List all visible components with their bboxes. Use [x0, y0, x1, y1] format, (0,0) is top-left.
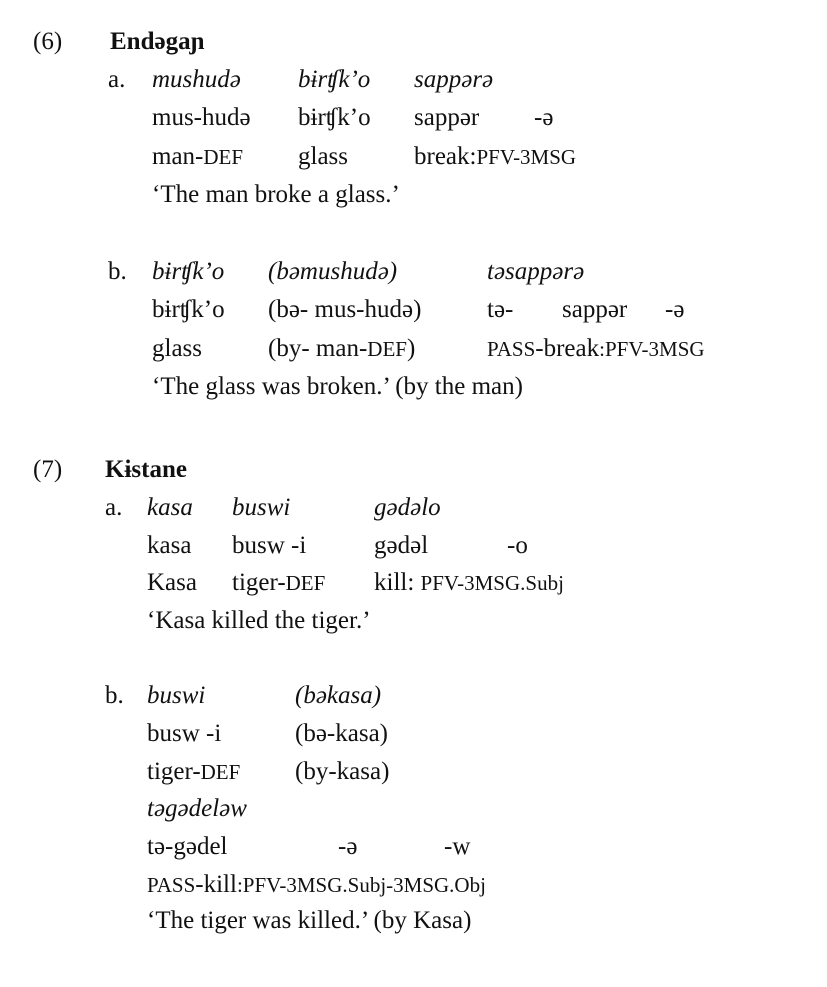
language-name: Endəgaɲ	[110, 28, 205, 55]
morpheme: sappər	[414, 104, 480, 131]
free-translation: ‘The glass was broken.’ (by the man)	[152, 373, 523, 400]
gloss: man-DEF	[152, 143, 244, 170]
item-letter: a.	[105, 494, 123, 521]
morpheme: (bə- mus-hudə)	[268, 296, 422, 323]
morpheme: -o	[507, 532, 528, 559]
item-letter: b.	[105, 682, 124, 709]
orthographic-word: kasa	[147, 494, 193, 521]
free-translation: ‘The man broke a glass.’	[152, 181, 400, 208]
gloss: PASS-kill:PFV-3MSG.Subj-3MSG.Obj	[147, 871, 486, 898]
example-number: (7)	[33, 456, 63, 483]
gloss: tiger-DEF	[147, 758, 241, 785]
free-translation: ‘The tiger was killed.’ (by Kasa)	[147, 907, 472, 934]
morpheme: (bə-kasa)	[295, 720, 388, 747]
item-letter: b.	[108, 258, 127, 285]
orthographic-word: buswi	[232, 494, 291, 521]
orthographic-word: sappərə	[414, 66, 494, 93]
morpheme: tə-	[487, 296, 514, 323]
example-number: (6)	[33, 28, 63, 55]
gloss: glass	[152, 335, 202, 362]
morpheme: gədəl	[374, 532, 429, 559]
orthographic-word: bɨrʧk’o	[298, 66, 371, 93]
morpheme: bɨrʧk’o	[298, 104, 371, 131]
gloss: Kasa	[147, 569, 197, 596]
orthographic-word: buswi	[147, 682, 206, 709]
free-translation: ‘Kasa killed the tiger.’	[147, 607, 371, 634]
gloss: PASS-break:PFV-3MSG	[487, 335, 705, 362]
morpheme: busw -i	[232, 532, 307, 559]
orthographic-word: təgədeləw	[147, 795, 247, 822]
gloss: (by- man-DEF)	[268, 335, 416, 362]
morpheme: kasa	[147, 532, 192, 559]
item-letter: a.	[108, 66, 126, 93]
morpheme: -ə	[534, 104, 554, 131]
orthographic-word: (bəmushudə)	[268, 258, 398, 285]
orthographic-word: gədəlo	[374, 494, 441, 521]
morpheme: sappər	[562, 296, 628, 323]
morpheme: -ə	[338, 833, 358, 860]
orthographic-word: bɨrʧk’o	[152, 258, 225, 285]
morpheme: bɨrʧk’o	[152, 296, 225, 323]
orthographic-word: mushudə	[152, 66, 241, 93]
orthographic-word: (bəkasa)	[295, 682, 382, 709]
gloss: (by-kasa)	[295, 758, 390, 785]
morpheme: mus-hudə	[152, 104, 251, 131]
morpheme: -w	[444, 833, 471, 860]
orthographic-word: təsappərə	[487, 258, 585, 285]
gloss: break:PFV-3MSG	[414, 143, 577, 170]
gloss: glass	[298, 143, 348, 170]
language-name: Kɨstane	[105, 456, 187, 483]
morpheme: busw -i	[147, 720, 222, 747]
gloss: kill: PFV-3MSG.Subj	[374, 569, 564, 596]
gloss: tiger-DEF	[232, 569, 326, 596]
morpheme: -ə	[665, 296, 685, 323]
morpheme: tə-gədel	[147, 833, 228, 860]
